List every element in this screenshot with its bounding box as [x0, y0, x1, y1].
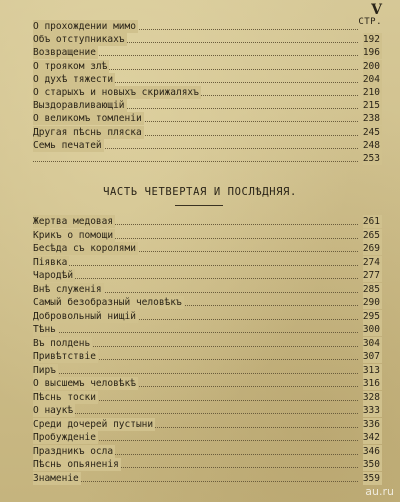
entry-title: Другая пѣснь пляска: [33, 126, 142, 138]
entry-page-number: 328: [362, 391, 380, 403]
toc-entry: [0, 404, 400, 417]
leader-dots: [33, 413, 358, 414]
entry-page-number: 269: [362, 243, 380, 254]
leader-dots: [33, 332, 358, 333]
entry-title: Праздникъ осла: [33, 445, 114, 457]
entry-page-number: 346: [362, 445, 380, 457]
leader-dots: [33, 278, 358, 279]
entry-title: О великомъ томленіи: [33, 113, 142, 125]
leader-dots: [33, 265, 358, 266]
toc-entry: [0, 391, 400, 404]
toc-entry: [0, 269, 400, 282]
entry-page-number: 200: [362, 60, 380, 72]
part4-heading: ЧАСТЬ ЧЕТВЕРТАЯ И ПОСЛѢДНЯЯ.: [103, 186, 297, 198]
entry-title: Самый безобразный человѣкъ: [33, 297, 182, 308]
toc-entry: [0, 337, 400, 350]
leader-dots: [33, 373, 358, 374]
toc-entry: [0, 33, 400, 46]
entry-page-number: 253: [362, 153, 380, 164]
toc-entry: [0, 73, 400, 86]
toc-entry: [0, 46, 400, 59]
entry-title: Жертва медовая: [33, 216, 114, 227]
entry-title: Тѣнь: [33, 324, 56, 335]
entry-page-number: 192: [362, 34, 380, 46]
toc-entry: [0, 215, 400, 228]
entry-title: Знаменіе: [33, 472, 79, 484]
entry-title: Пробужденіе: [33, 432, 96, 443]
entry-title: О духѣ тяжести: [33, 73, 114, 85]
toc-entry: [0, 99, 400, 112]
toc-entry: [0, 472, 400, 485]
entry-page-number: 245: [362, 126, 380, 138]
entry-title: О трояком злѣ: [33, 60, 108, 72]
entry-title: О высшемъ человѣкѣ: [33, 378, 136, 389]
entry-page-number: 333: [362, 405, 380, 416]
entry-page-number: 304: [362, 337, 380, 349]
entry-page-number: 290: [362, 297, 380, 308]
entry-title: Пѣснь опьяненія: [33, 459, 119, 470]
entry-title: Піявка: [33, 256, 68, 268]
entry-page-number: 313: [362, 364, 380, 376]
toc-entry: [0, 418, 400, 431]
toc-entry: [0, 229, 400, 242]
heading-rule: [175, 205, 223, 206]
entry-page-number: 307: [362, 351, 380, 362]
entry-title: Среди дочерей пустыни: [33, 418, 154, 430]
toc-entry: [0, 112, 400, 125]
entry-page-number: 336: [362, 418, 380, 430]
entry-page-number: 196: [362, 47, 380, 59]
entry-title: О наукѣ: [33, 405, 74, 416]
entry-title: Семь печатей: [33, 139, 102, 151]
watermark: au.ru: [365, 485, 394, 498]
entry-page-number: 274: [362, 256, 380, 268]
toc-entry: [0, 20, 400, 33]
entry-page-number: 238: [362, 113, 380, 125]
toc-entry: [0, 310, 400, 323]
toc-entry: [0, 458, 400, 471]
entry-title: Выздоравливающій: [33, 100, 125, 112]
entry-title: Пѣснь тоски: [33, 391, 96, 403]
leader-dots: [33, 161, 358, 162]
entry-title: Бесѣда съ королями: [33, 243, 136, 254]
entry-title: О старыхъ и новыхъ скрижаляхъ: [33, 87, 199, 98]
entry-title: Чародѣй: [33, 270, 74, 281]
toc-entry: [0, 377, 400, 390]
page-number: V: [371, 2, 382, 18]
entry-page-number: 295: [362, 310, 380, 322]
toc-entry: [0, 431, 400, 444]
entry-page-number: 342: [362, 432, 380, 443]
toc-entry: [0, 296, 400, 309]
entry-page-number: 210: [362, 87, 380, 98]
entry-page-number: 277: [362, 270, 380, 281]
entry-page-number: 215: [362, 100, 380, 112]
entry-title: Добровольный нищій: [33, 310, 136, 322]
entry-page-number: 350: [362, 459, 380, 470]
leader-dots: [33, 481, 358, 482]
toc-entry: [0, 86, 400, 99]
entry-title: Объ отступникахъ: [33, 34, 125, 46]
toc-entry: [0, 364, 400, 377]
toc-entry: [0, 126, 400, 139]
toc-entry: [0, 350, 400, 363]
entry-page-number: 359: [362, 472, 380, 484]
entry-page-number: 285: [362, 283, 380, 295]
entry-title: Въ полдень: [33, 337, 91, 349]
entry-title: Привѣтствіе: [33, 351, 96, 362]
toc-entry: [0, 152, 400, 165]
toc-entry: [0, 283, 400, 296]
toc-entry: [0, 139, 400, 152]
entry-title: Возвращение: [33, 47, 96, 59]
entry-title: Пиръ: [33, 364, 56, 376]
toc-entry: [0, 256, 400, 269]
toc-entry: [0, 323, 400, 336]
toc-entry: [0, 445, 400, 458]
page-column-label: СТР.: [358, 17, 382, 27]
toc-entry: [0, 60, 400, 73]
entry-title: Крикъ о помощи: [33, 229, 114, 241]
entry-page-number: 204: [362, 73, 380, 85]
entry-page-number: 248: [362, 139, 380, 151]
entry-title: Внѣ служенія: [33, 283, 102, 295]
entry-title: О прохождении мимо: [33, 21, 136, 32]
toc-entry: [0, 242, 400, 255]
entry-page-number: 316: [362, 378, 380, 389]
entry-page-number: 265: [362, 229, 380, 241]
entry-page-number: 261: [362, 216, 380, 227]
entry-page-number: 300: [362, 324, 380, 335]
